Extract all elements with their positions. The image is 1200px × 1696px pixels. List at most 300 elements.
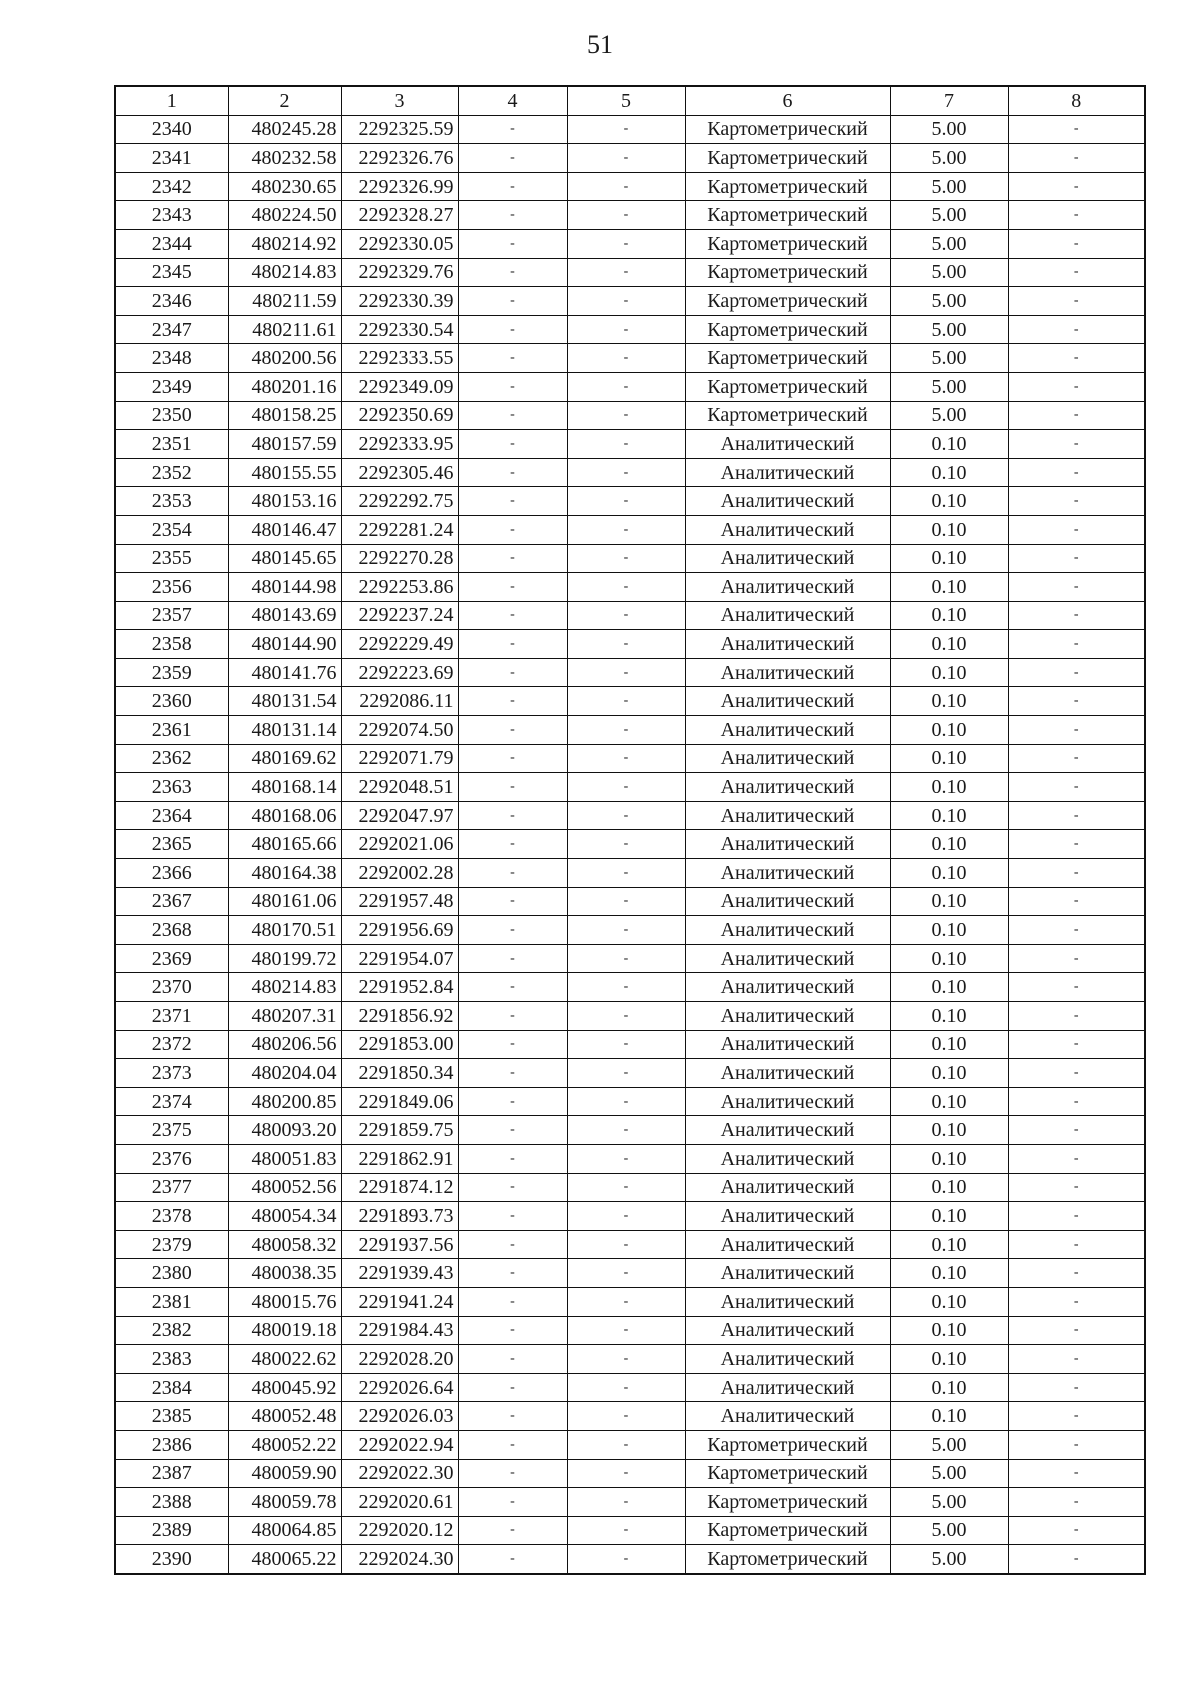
col4-value-cell: - <box>458 658 567 687</box>
coord-y-cell: 2292026.64 <box>341 1373 458 1402</box>
coord-y-cell: 2292292.75 <box>341 487 458 516</box>
col8-value-cell: - <box>1008 887 1145 916</box>
col8-value-cell: - <box>1008 1173 1145 1202</box>
col8-value-cell: - <box>1008 801 1145 830</box>
point-number-cell: 2351 <box>115 430 228 459</box>
col8-value-cell: - <box>1008 1059 1145 1088</box>
accuracy-cell: 0.10 <box>890 1173 1008 1202</box>
col8-value-cell: - <box>1008 1545 1145 1574</box>
accuracy-cell: 0.10 <box>890 1259 1008 1288</box>
col8-value-cell: - <box>1008 144 1145 173</box>
col8-value-cell: - <box>1008 1316 1145 1345</box>
accuracy-cell: 5.00 <box>890 115 1008 144</box>
coord-x-cell: 480206.56 <box>228 1030 341 1059</box>
col5-value-cell: - <box>567 372 685 401</box>
coord-y-cell: 2292281.24 <box>341 515 458 544</box>
method-cell: Аналитический <box>685 1287 890 1316</box>
coord-x-cell: 480052.22 <box>228 1430 341 1459</box>
col8-value-cell: - <box>1008 1116 1145 1145</box>
method-cell: Картометрический <box>685 115 890 144</box>
col5-value-cell: - <box>567 801 685 830</box>
table-row <box>115 1259 1145 1288</box>
col4-value-cell: - <box>458 1345 567 1374</box>
col5-value-cell: - <box>567 1059 685 1088</box>
coord-x-cell: 480065.22 <box>228 1545 341 1574</box>
point-number-cell: 2354 <box>115 515 228 544</box>
coord-y-cell: 2292229.49 <box>341 630 458 659</box>
point-number-cell: 2350 <box>115 401 228 430</box>
col5-value-cell: - <box>567 258 685 287</box>
accuracy-cell: 5.00 <box>890 258 1008 287</box>
coord-y-cell: 2292326.76 <box>341 144 458 173</box>
col5-value-cell: - <box>567 630 685 659</box>
method-cell: Аналитический <box>685 1402 890 1431</box>
accuracy-cell: 5.00 <box>890 229 1008 258</box>
accuracy-cell: 5.00 <box>890 1430 1008 1459</box>
col4-value-cell: - <box>458 515 567 544</box>
coord-y-cell: 2291954.07 <box>341 944 458 973</box>
col8-value-cell: - <box>1008 1287 1145 1316</box>
col5-value-cell: - <box>567 773 685 802</box>
coord-y-cell: 2292253.86 <box>341 573 458 602</box>
col8-value-cell: - <box>1008 315 1145 344</box>
col8-value-cell: - <box>1008 773 1145 802</box>
coord-x-cell: 480245.28 <box>228 115 341 144</box>
table-row <box>115 144 1145 173</box>
point-number-cell: 2386 <box>115 1430 228 1459</box>
col8-value-cell: - <box>1008 573 1145 602</box>
point-number-cell: 2347 <box>115 315 228 344</box>
point-number-cell: 2352 <box>115 458 228 487</box>
col4-value-cell: - <box>458 887 567 916</box>
coord-x-cell: 480204.04 <box>228 1059 341 1088</box>
coord-y-cell: 2292329.76 <box>341 258 458 287</box>
accuracy-cell: 5.00 <box>890 1545 1008 1574</box>
coord-y-cell: 2292326.99 <box>341 172 458 201</box>
accuracy-cell: 5.00 <box>890 287 1008 316</box>
table-row <box>115 630 1145 659</box>
col5-value-cell: - <box>567 1373 685 1402</box>
col4-value-cell: - <box>458 859 567 888</box>
coord-x-cell: 480093.20 <box>228 1116 341 1145</box>
coord-x-cell: 480170.51 <box>228 916 341 945</box>
table-row <box>115 487 1145 516</box>
col4-value-cell: - <box>458 1402 567 1431</box>
col4-value-cell: - <box>458 287 567 316</box>
col5-value-cell: - <box>567 687 685 716</box>
col4-value-cell: - <box>458 687 567 716</box>
col8-value-cell: - <box>1008 1459 1145 1488</box>
coord-y-cell: 2292305.46 <box>341 458 458 487</box>
coord-y-cell: 2292330.39 <box>341 287 458 316</box>
method-cell: Аналитический <box>685 601 890 630</box>
table-row <box>115 1087 1145 1116</box>
method-cell: Аналитический <box>685 1002 890 1031</box>
coord-y-cell: 2291939.43 <box>341 1259 458 1288</box>
col8-value-cell: - <box>1008 658 1145 687</box>
col4-value-cell: - <box>458 1430 567 1459</box>
col5-value-cell: - <box>567 172 685 201</box>
col4-value-cell: - <box>458 1316 567 1345</box>
col5-value-cell: - <box>567 1144 685 1173</box>
coord-x-cell: 480232.58 <box>228 144 341 173</box>
table-row <box>115 458 1145 487</box>
table-row <box>115 1373 1145 1402</box>
coord-y-cell: 2292022.94 <box>341 1430 458 1459</box>
col4-value-cell: - <box>458 944 567 973</box>
method-cell: Картометрический <box>685 144 890 173</box>
accuracy-cell: 0.10 <box>890 773 1008 802</box>
table-row <box>115 1173 1145 1202</box>
col5-value-cell: - <box>567 1230 685 1259</box>
point-number-cell: 2341 <box>115 144 228 173</box>
point-number-cell: 2363 <box>115 773 228 802</box>
coord-y-cell: 2291957.48 <box>341 887 458 916</box>
table-row <box>115 1316 1145 1345</box>
table-row <box>115 1488 1145 1517</box>
col8-value-cell: - <box>1008 372 1145 401</box>
coord-y-cell: 2291937.56 <box>341 1230 458 1259</box>
col4-value-cell: - <box>458 1259 567 1288</box>
coord-y-cell: 2292020.12 <box>341 1516 458 1545</box>
col8-value-cell: - <box>1008 630 1145 659</box>
coord-y-cell: 2292021.06 <box>341 830 458 859</box>
point-number-cell: 2377 <box>115 1173 228 1202</box>
col8-value-cell: - <box>1008 916 1145 945</box>
col8-value-cell: - <box>1008 201 1145 230</box>
table-row <box>115 601 1145 630</box>
col5-value-cell: - <box>567 430 685 459</box>
col4-value-cell: - <box>458 315 567 344</box>
coord-x-cell: 480143.69 <box>228 601 341 630</box>
table-row <box>115 687 1145 716</box>
point-number-cell: 2387 <box>115 1459 228 1488</box>
coord-x-cell: 480224.50 <box>228 201 341 230</box>
col4-value-cell: - <box>458 744 567 773</box>
col8-value-cell: - <box>1008 115 1145 144</box>
coordinates-table <box>114 85 1146 1575</box>
table-row <box>115 1402 1145 1431</box>
col4-value-cell: - <box>458 1173 567 1202</box>
accuracy-cell: 5.00 <box>890 401 1008 430</box>
method-cell: Картометрический <box>685 229 890 258</box>
col4-value-cell: - <box>458 1287 567 1316</box>
col4-value-cell: - <box>458 1373 567 1402</box>
accuracy-cell: 0.10 <box>890 1345 1008 1374</box>
coord-x-cell: 480022.62 <box>228 1345 341 1374</box>
col5-value-cell: - <box>567 315 685 344</box>
table-row <box>115 1459 1145 1488</box>
point-number-cell: 2375 <box>115 1116 228 1145</box>
coord-y-cell: 2292237.24 <box>341 601 458 630</box>
coord-y-cell: 2292047.97 <box>341 801 458 830</box>
point-number-cell: 2383 <box>115 1345 228 1374</box>
coord-y-cell: 2292074.50 <box>341 716 458 745</box>
accuracy-cell: 0.10 <box>890 973 1008 1002</box>
coord-x-cell: 480054.34 <box>228 1202 341 1231</box>
coord-x-cell: 480164.38 <box>228 859 341 888</box>
col5-value-cell: - <box>567 1173 685 1202</box>
coord-x-cell: 480165.66 <box>228 830 341 859</box>
col4-value-cell: - <box>458 544 567 573</box>
coord-x-cell: 480064.85 <box>228 1516 341 1545</box>
point-number-cell: 2389 <box>115 1516 228 1545</box>
col4-value-cell: - <box>458 1002 567 1031</box>
coord-y-cell: 2291874.12 <box>341 1173 458 1202</box>
table-row <box>115 201 1145 230</box>
col8-value-cell: - <box>1008 1402 1145 1431</box>
table-row <box>115 1516 1145 1545</box>
col8-value-cell: - <box>1008 172 1145 201</box>
coord-x-cell: 480211.61 <box>228 315 341 344</box>
coord-y-cell: 2291862.91 <box>341 1144 458 1173</box>
coord-y-cell: 2292022.30 <box>341 1459 458 1488</box>
coord-x-cell: 480059.78 <box>228 1488 341 1517</box>
col5-value-cell: - <box>567 573 685 602</box>
col8-value-cell: - <box>1008 687 1145 716</box>
table-row <box>115 115 1145 144</box>
table-row <box>115 801 1145 830</box>
col4-value-cell: - <box>458 1030 567 1059</box>
table-row <box>115 716 1145 745</box>
method-cell: Картометрический <box>685 258 890 287</box>
coord-x-cell: 480058.32 <box>228 1230 341 1259</box>
table-row <box>115 658 1145 687</box>
accuracy-cell: 0.10 <box>890 1202 1008 1231</box>
coord-y-cell: 2292333.95 <box>341 430 458 459</box>
method-cell: Аналитический <box>685 1202 890 1231</box>
coord-x-cell: 480158.25 <box>228 401 341 430</box>
accuracy-cell: 0.10 <box>890 916 1008 945</box>
coord-x-cell: 480131.14 <box>228 716 341 745</box>
col4-value-cell: - <box>458 1459 567 1488</box>
table-row <box>115 830 1145 859</box>
accuracy-cell: 0.10 <box>890 1316 1008 1345</box>
method-cell: Аналитический <box>685 773 890 802</box>
coord-y-cell: 2292086.11 <box>341 687 458 716</box>
accuracy-cell: 0.10 <box>890 830 1008 859</box>
coord-x-cell: 480015.76 <box>228 1287 341 1316</box>
coord-x-cell: 480161.06 <box>228 887 341 916</box>
table-row <box>115 1202 1145 1231</box>
method-cell: Аналитический <box>685 487 890 516</box>
point-number-cell: 2385 <box>115 1402 228 1431</box>
coord-x-cell: 480141.76 <box>228 658 341 687</box>
coord-y-cell: 2292028.20 <box>341 1345 458 1374</box>
method-cell: Аналитический <box>685 1173 890 1202</box>
col4-value-cell: - <box>458 1516 567 1545</box>
coord-x-cell: 480144.98 <box>228 573 341 602</box>
coord-y-cell: 2291856.92 <box>341 1002 458 1031</box>
table-row <box>115 887 1145 916</box>
col4-value-cell: - <box>458 430 567 459</box>
coord-x-cell: 480038.35 <box>228 1259 341 1288</box>
accuracy-cell: 0.10 <box>890 515 1008 544</box>
table-row <box>115 1345 1145 1374</box>
table-row <box>115 1116 1145 1145</box>
column-header: 3 <box>341 86 458 115</box>
method-cell: Картометрический <box>685 1430 890 1459</box>
coord-x-cell: 480199.72 <box>228 944 341 973</box>
method-cell: Аналитический <box>685 1345 890 1374</box>
col8-value-cell: - <box>1008 859 1145 888</box>
col4-value-cell: - <box>458 172 567 201</box>
coord-x-cell: 480144.90 <box>228 630 341 659</box>
point-number-cell: 2361 <box>115 716 228 745</box>
col5-value-cell: - <box>567 1030 685 1059</box>
coord-x-cell: 480059.90 <box>228 1459 341 1488</box>
column-header: 8 <box>1008 86 1145 115</box>
col5-value-cell: - <box>567 916 685 945</box>
point-number-cell: 2390 <box>115 1545 228 1574</box>
point-number-cell: 2360 <box>115 687 228 716</box>
point-number-cell: 2364 <box>115 801 228 830</box>
point-number-cell: 2379 <box>115 1230 228 1259</box>
col8-value-cell: - <box>1008 1373 1145 1402</box>
col4-value-cell: - <box>458 830 567 859</box>
col5-value-cell: - <box>567 458 685 487</box>
coord-y-cell: 2292330.05 <box>341 229 458 258</box>
col8-value-cell: - <box>1008 1087 1145 1116</box>
col4-value-cell: - <box>458 716 567 745</box>
accuracy-cell: 5.00 <box>890 1459 1008 1488</box>
coord-x-cell: 480214.83 <box>228 258 341 287</box>
column-header: 5 <box>567 86 685 115</box>
accuracy-cell: 0.10 <box>890 1030 1008 1059</box>
table-row <box>115 1002 1145 1031</box>
col4-value-cell: - <box>458 144 567 173</box>
coord-x-cell: 480168.06 <box>228 801 341 830</box>
accuracy-cell: 0.10 <box>890 1287 1008 1316</box>
col8-value-cell: - <box>1008 1002 1145 1031</box>
col8-value-cell: - <box>1008 401 1145 430</box>
table-row <box>115 773 1145 802</box>
point-number-cell: 2345 <box>115 258 228 287</box>
table-row <box>115 229 1145 258</box>
accuracy-cell: 0.10 <box>890 573 1008 602</box>
table-row <box>115 744 1145 773</box>
method-cell: Картометрический <box>685 201 890 230</box>
point-number-cell: 2358 <box>115 630 228 659</box>
point-number-cell: 2359 <box>115 658 228 687</box>
coord-y-cell: 2291849.06 <box>341 1087 458 1116</box>
method-cell: Аналитический <box>685 658 890 687</box>
table-row <box>115 916 1145 945</box>
method-cell: Аналитический <box>685 716 890 745</box>
col5-value-cell: - <box>567 1402 685 1431</box>
table-row <box>115 944 1145 973</box>
col8-value-cell: - <box>1008 1259 1145 1288</box>
method-cell: Аналитический <box>685 1373 890 1402</box>
accuracy-cell: 0.10 <box>890 658 1008 687</box>
coord-x-cell: 480169.62 <box>228 744 341 773</box>
table-row <box>115 859 1145 888</box>
coord-y-cell: 2292350.69 <box>341 401 458 430</box>
accuracy-cell: 0.10 <box>890 544 1008 573</box>
col8-value-cell: - <box>1008 487 1145 516</box>
accuracy-cell: 0.10 <box>890 687 1008 716</box>
coord-y-cell: 2291984.43 <box>341 1316 458 1345</box>
col5-value-cell: - <box>567 201 685 230</box>
table-row <box>115 287 1145 316</box>
method-cell: Аналитический <box>685 944 890 973</box>
coord-x-cell: 480155.55 <box>228 458 341 487</box>
accuracy-cell: 5.00 <box>890 201 1008 230</box>
accuracy-cell: 0.10 <box>890 1059 1008 1088</box>
point-number-cell: 2344 <box>115 229 228 258</box>
coord-x-cell: 480052.56 <box>228 1173 341 1202</box>
coord-y-cell: 2292328.27 <box>341 201 458 230</box>
col5-value-cell: - <box>567 1545 685 1574</box>
point-number-cell: 2348 <box>115 344 228 373</box>
point-number-cell: 2343 <box>115 201 228 230</box>
accuracy-cell: 5.00 <box>890 172 1008 201</box>
accuracy-cell: 5.00 <box>890 344 1008 373</box>
col8-value-cell: - <box>1008 1202 1145 1231</box>
accuracy-cell: 5.00 <box>890 1488 1008 1517</box>
method-cell: Аналитический <box>685 544 890 573</box>
coord-y-cell: 2292020.61 <box>341 1488 458 1517</box>
col4-value-cell: - <box>458 1545 567 1574</box>
col5-value-cell: - <box>567 716 685 745</box>
col8-value-cell: - <box>1008 1488 1145 1517</box>
table-row <box>115 1230 1145 1259</box>
accuracy-cell: 0.10 <box>890 716 1008 745</box>
method-cell: Аналитический <box>685 744 890 773</box>
coord-y-cell: 2292349.09 <box>341 372 458 401</box>
point-number-cell: 2373 <box>115 1059 228 1088</box>
point-number-cell: 2371 <box>115 1002 228 1031</box>
col8-value-cell: - <box>1008 258 1145 287</box>
coord-x-cell: 480214.83 <box>228 973 341 1002</box>
accuracy-cell: 0.10 <box>890 1116 1008 1145</box>
point-number-cell: 2357 <box>115 601 228 630</box>
coord-y-cell: 2292048.51 <box>341 773 458 802</box>
coord-x-cell: 480045.92 <box>228 1373 341 1402</box>
method-cell: Картометрический <box>685 372 890 401</box>
point-number-cell: 2374 <box>115 1087 228 1116</box>
col5-value-cell: - <box>567 944 685 973</box>
col8-value-cell: - <box>1008 830 1145 859</box>
coord-y-cell: 2291952.84 <box>341 973 458 1002</box>
point-number-cell: 2372 <box>115 1030 228 1059</box>
point-number-cell: 2368 <box>115 916 228 945</box>
table-row <box>115 258 1145 287</box>
col4-value-cell: - <box>458 487 567 516</box>
coord-x-cell: 480157.59 <box>228 430 341 459</box>
point-number-cell: 2356 <box>115 573 228 602</box>
col4-value-cell: - <box>458 773 567 802</box>
col4-value-cell: - <box>458 916 567 945</box>
point-number-cell: 2369 <box>115 944 228 973</box>
coord-y-cell: 2291859.75 <box>341 1116 458 1145</box>
col5-value-cell: - <box>567 1316 685 1345</box>
col5-value-cell: - <box>567 1516 685 1545</box>
col5-value-cell: - <box>567 973 685 1002</box>
coord-x-cell: 480052.48 <box>228 1402 341 1431</box>
method-cell: Аналитический <box>685 859 890 888</box>
method-cell: Аналитический <box>685 1030 890 1059</box>
method-cell: Аналитический <box>685 630 890 659</box>
method-cell: Картометрический <box>685 1488 890 1517</box>
accuracy-cell: 5.00 <box>890 1516 1008 1545</box>
accuracy-cell: 0.10 <box>890 944 1008 973</box>
coord-y-cell: 2292330.54 <box>341 315 458 344</box>
col8-value-cell: - <box>1008 1030 1145 1059</box>
col5-value-cell: - <box>567 830 685 859</box>
method-cell: Картометрический <box>685 1545 890 1574</box>
method-cell: Картометрический <box>685 287 890 316</box>
